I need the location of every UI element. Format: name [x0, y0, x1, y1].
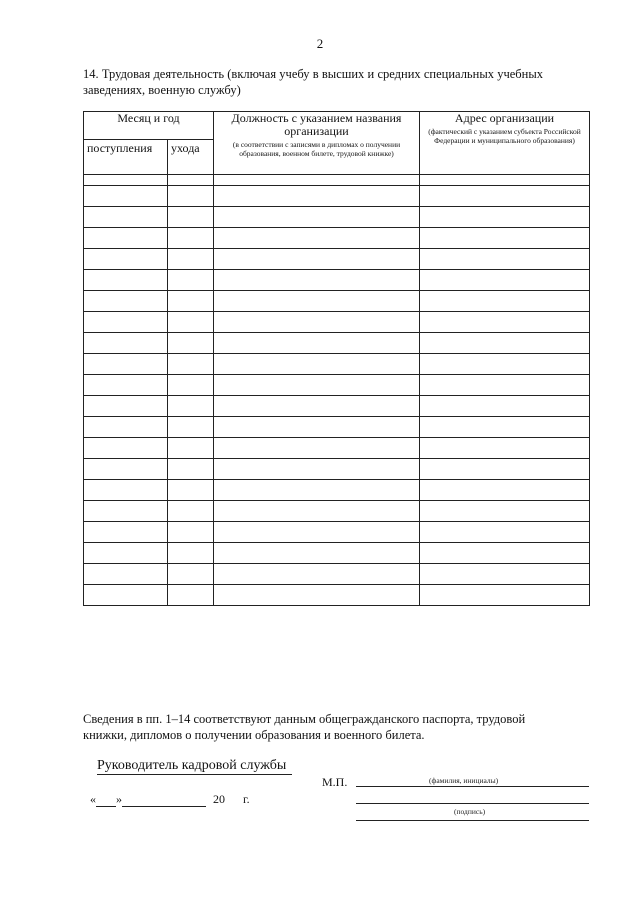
table-cell[interactable]: [84, 543, 168, 564]
table-cell[interactable]: [168, 175, 214, 186]
table-row: [84, 249, 590, 270]
table-cell[interactable]: [84, 396, 168, 417]
table-cell[interactable]: [168, 249, 214, 270]
table-cell[interactable]: [84, 186, 168, 207]
table-row: [84, 207, 590, 228]
table-cell[interactable]: [84, 228, 168, 249]
table-cell[interactable]: [168, 291, 214, 312]
section-title: 14. Трудовая деятельность (включая учебу в высших и средних специальных учебных заведениях, военную службу): [83, 67, 543, 97]
table-cell[interactable]: [84, 522, 168, 543]
table-cell[interactable]: [420, 501, 590, 522]
date-year-prefix: 20: [213, 792, 225, 806]
header-position: Должность с указанием названия организации (в соответствии с записями в дипломах о получении образования, военном билете, трудовой книжке): [214, 112, 420, 175]
table-cell[interactable]: [168, 228, 214, 249]
table-row: [84, 354, 590, 375]
table-cell[interactable]: [420, 249, 590, 270]
table-cell[interactable]: [214, 186, 420, 207]
table-cell[interactable]: [84, 175, 168, 186]
date-row: [90, 792, 250, 807]
table-cell[interactable]: [84, 585, 168, 606]
table-cell[interactable]: [214, 396, 420, 417]
footer-note: Сведения в пп. 1–14 соответствуют данным общегражданского паспорта, трудовой книжки, дипломов о получении образования и военного билета.: [83, 712, 526, 742]
table-cell[interactable]: [84, 291, 168, 312]
table-row: [84, 175, 590, 186]
table-cell[interactable]: [84, 438, 168, 459]
table-row: [84, 291, 590, 312]
name-line[interactable]: [356, 786, 589, 787]
table-cell[interactable]: [168, 186, 214, 207]
head-title: Руководитель кадровой службы: [97, 757, 292, 775]
name-caption: (фамилия, инициалы): [429, 776, 499, 785]
table-cell[interactable]: [214, 270, 420, 291]
table-cell[interactable]: [214, 480, 420, 501]
table-cell[interactable]: [168, 375, 214, 396]
table-row: [84, 333, 590, 354]
table-cell[interactable]: [168, 585, 214, 606]
table-cell[interactable]: [168, 417, 214, 438]
stamp-label: М.П.: [322, 775, 348, 789]
header-address-note: (фактический с указанием субъекта Российской Федерации и муниципального образования): [428, 127, 581, 145]
table-cell[interactable]: [214, 228, 420, 249]
table-cell[interactable]: [168, 543, 214, 564]
date-open-quote: «: [90, 792, 96, 806]
table-cell[interactable]: [420, 417, 590, 438]
table-cell[interactable]: [420, 186, 590, 207]
table-cell[interactable]: [214, 333, 420, 354]
work-history-table: [83, 111, 590, 606]
table-cell[interactable]: [214, 312, 420, 333]
table-cell[interactable]: [84, 501, 168, 522]
table-cell[interactable]: [168, 270, 214, 291]
table-cell[interactable]: [420, 291, 590, 312]
header-position-note: (в соответствии с записями в дипломах о получении образования, военном билете, трудовой книжке): [232, 140, 401, 158]
table-cell[interactable]: [214, 564, 420, 585]
table-cell[interactable]: [168, 522, 214, 543]
header-end: ухода: [168, 140, 214, 175]
signature-line-2[interactable]: [356, 820, 589, 821]
table-cell[interactable]: [84, 312, 168, 333]
date-year-suffix: г.: [243, 792, 250, 806]
table-row: [84, 501, 590, 522]
table-cell[interactable]: [420, 480, 590, 501]
table-row: [84, 396, 590, 417]
header-start: поступления: [84, 140, 168, 175]
table-cell[interactable]: [84, 249, 168, 270]
table-row: [84, 417, 590, 438]
table-cell[interactable]: [420, 396, 590, 417]
table-cell[interactable]: [214, 501, 420, 522]
table-cell[interactable]: [420, 459, 590, 480]
table-cell[interactable]: [420, 228, 590, 249]
table-cell[interactable]: [420, 354, 590, 375]
signature-caption: (подпись): [454, 807, 486, 816]
table-cell[interactable]: [420, 438, 590, 459]
table-cell[interactable]: [214, 522, 420, 543]
table-cell[interactable]: [168, 564, 214, 585]
table-cell[interactable]: [168, 480, 214, 501]
table-row: [84, 186, 590, 207]
table-cell[interactable]: [214, 543, 420, 564]
table-cell[interactable]: [168, 459, 214, 480]
table-cell[interactable]: [214, 585, 420, 606]
table-row: [84, 480, 590, 501]
table-cell[interactable]: [214, 375, 420, 396]
table-cell[interactable]: [420, 564, 590, 585]
table-row: [84, 228, 590, 249]
table-cell[interactable]: [420, 375, 590, 396]
table-cell[interactable]: [420, 522, 590, 543]
table-cell[interactable]: [168, 438, 214, 459]
table-row: [84, 312, 590, 333]
table-cell[interactable]: [214, 354, 420, 375]
table-row: [84, 585, 590, 606]
table-cell[interactable]: [168, 207, 214, 228]
table-cell[interactable]: [420, 207, 590, 228]
table-cell[interactable]: [420, 312, 590, 333]
table-cell[interactable]: [168, 333, 214, 354]
table-cell[interactable]: [214, 175, 420, 186]
table-cell[interactable]: [214, 459, 420, 480]
header-month-year: Месяц и год: [84, 112, 214, 140]
table-cell[interactable]: [84, 375, 168, 396]
table-row: [84, 438, 590, 459]
header-address: Адрес организации (фактический с указанием субъекта Российской Федерации и муниципального образования): [420, 112, 590, 175]
table-cell[interactable]: [420, 333, 590, 354]
table-cell[interactable]: [214, 207, 420, 228]
table-cell[interactable]: [84, 207, 168, 228]
table-cell[interactable]: [168, 354, 214, 375]
table-row: [84, 522, 590, 543]
table-cell[interactable]: [214, 438, 420, 459]
table-cell[interactable]: [214, 417, 420, 438]
table-cell[interactable]: [84, 354, 168, 375]
table-cell[interactable]: [168, 501, 214, 522]
table-cell[interactable]: [84, 417, 168, 438]
table-row: [84, 543, 590, 564]
table-cell[interactable]: [420, 543, 590, 564]
date-month-blank[interactable]: [122, 794, 206, 807]
table-cell[interactable]: [420, 175, 590, 186]
table-cell[interactable]: [84, 270, 168, 291]
table-cell[interactable]: [214, 249, 420, 270]
table-row: [84, 270, 590, 291]
table-cell[interactable]: [168, 312, 214, 333]
table-cell[interactable]: [168, 396, 214, 417]
table-cell[interactable]: [214, 291, 420, 312]
table-cell[interactable]: [84, 333, 168, 354]
table-cell[interactable]: [420, 585, 590, 606]
table-row: [84, 459, 590, 480]
page-number: 2: [316, 36, 324, 51]
date-day-blank[interactable]: [96, 794, 116, 807]
table-cell[interactable]: [84, 564, 168, 585]
table-cell[interactable]: [420, 270, 590, 291]
table-cell[interactable]: [84, 480, 168, 501]
table-cell[interactable]: [84, 459, 168, 480]
table-row: [84, 564, 590, 585]
date-close-quote: »: [116, 792, 122, 806]
signature-line[interactable]: [356, 803, 589, 804]
table-row: [84, 375, 590, 396]
